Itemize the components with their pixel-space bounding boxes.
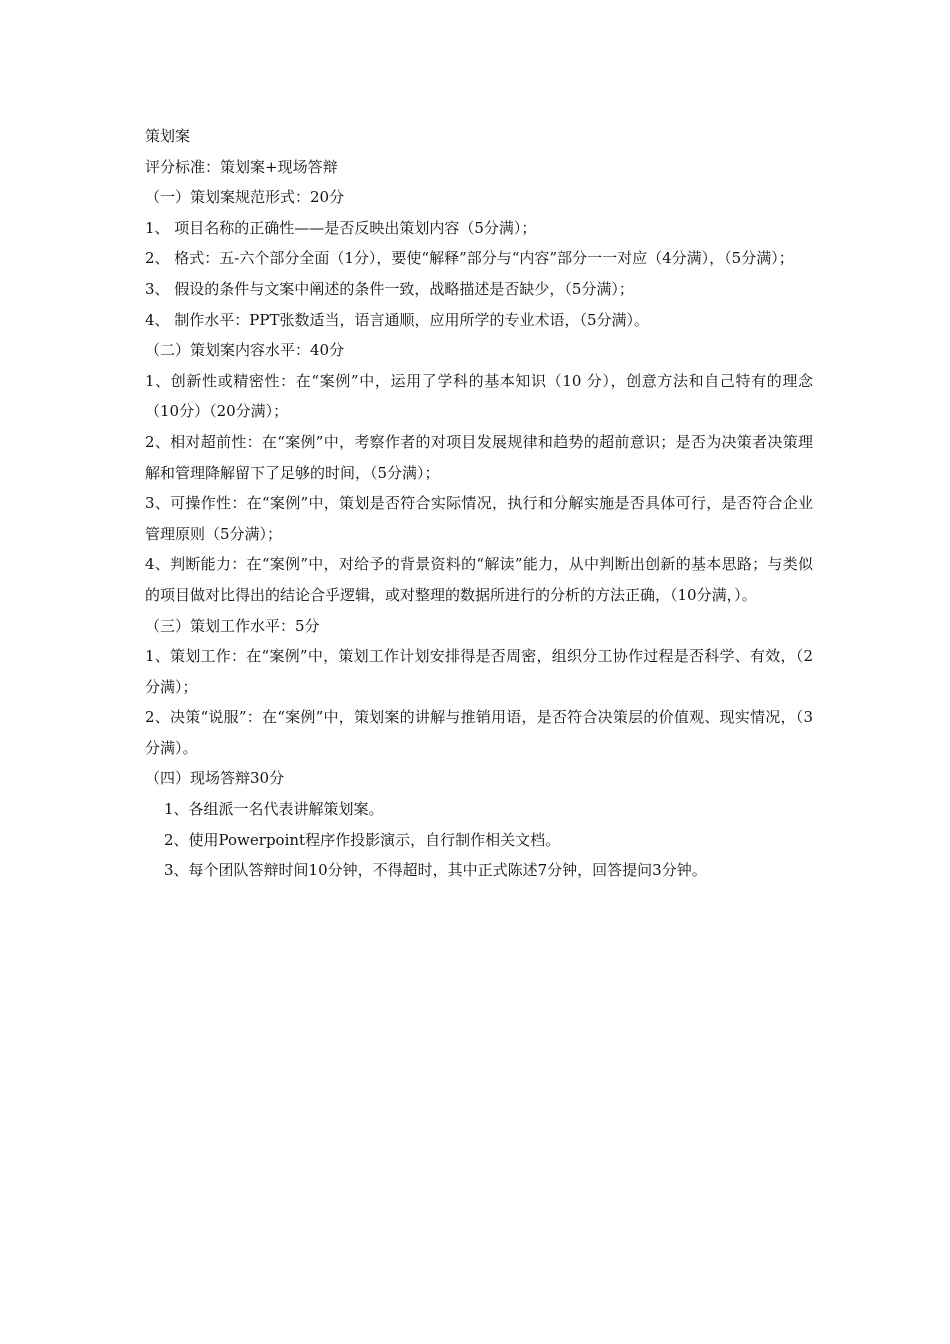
section-4-item: 1、各组派一名代表讲解策划案。 [164,800,384,819]
section-2-heading: （二）策划案内容水平：40分 [145,341,345,360]
document-body [145,121,813,886]
section-3-item: 1、策划工作：在“案例”中，策划工作计划安排得是否周密，组织分工协作过程是否科学、有效，（2分满）； [145,647,813,696]
scoring-criteria: 评分标准：策划案+现场答辩 [145,157,338,176]
section-3-heading: （三）策划工作水平：5分 [145,616,320,635]
section-2-item: 1、创新性或精密性：在“案例”中，运用了学科的基本知识（10 分），创意方法和自己特有的理念（10分）（20分满）； [145,371,813,421]
section-1-item: 4、 制作水平：PPT张数适当，语言通顺，应用所学的专业术语，（5分满）。 [145,310,650,329]
section-2-item: 3、可操作性：在“案例”中，策划是否符合实际情况，执行和分解实施是否具体可行，是否符合企业管理原则（5分满）； [145,494,813,543]
section-2-item: 4、判断能力：在“案例”中，对给予的背景资料的“解读”能力，从中判断出创新的基本思路；与类似的项目做对比得出的结论合乎逻辑，或对整理的数据所进行的分析的方法正确，（10分满，）。 [145,555,813,604]
section-4-item: 3、每个团队答辩时间10分钟，不得超时，其中正式陈述7分钟，回答提问3分钟。 [164,861,707,880]
section-1-heading: （一）策划案规范形式：20分 [145,188,345,207]
section-3-item: 2、决策“说服”：在“案例”中，策划案的讲解与推销用语，是否符合决策层的价值观、现实情况，（3分满）。 [145,708,813,757]
section-1-item: 3、 假设的条件与文案中阐述的条件一致，战略描述是否缺少，（5分满）； [145,279,634,298]
section-1-item: 1、 项目名称的正确性——是否反映出策划内容（5分满）； [145,218,537,237]
document-title: 策划案 [145,127,191,145]
section-4-heading: （四）现场答辩30分 [145,769,285,788]
section-2-item: 2、相对超前性：在“案例”中，考察作者的对项目发展规律和趋势的超前意识；是否为决策者决策理解和管理降解留下了足够的时间，（5分满）； [145,432,813,482]
section-4-item: 2、使用Powerpoint程序作投影演示，自行制作相关文档。 [164,830,561,849]
section-1-item: 2、 格式：五-六个部分全面（1分），要使“解释”部分与“内容”部分一一对应（4分满），（5分满）； [145,249,794,268]
